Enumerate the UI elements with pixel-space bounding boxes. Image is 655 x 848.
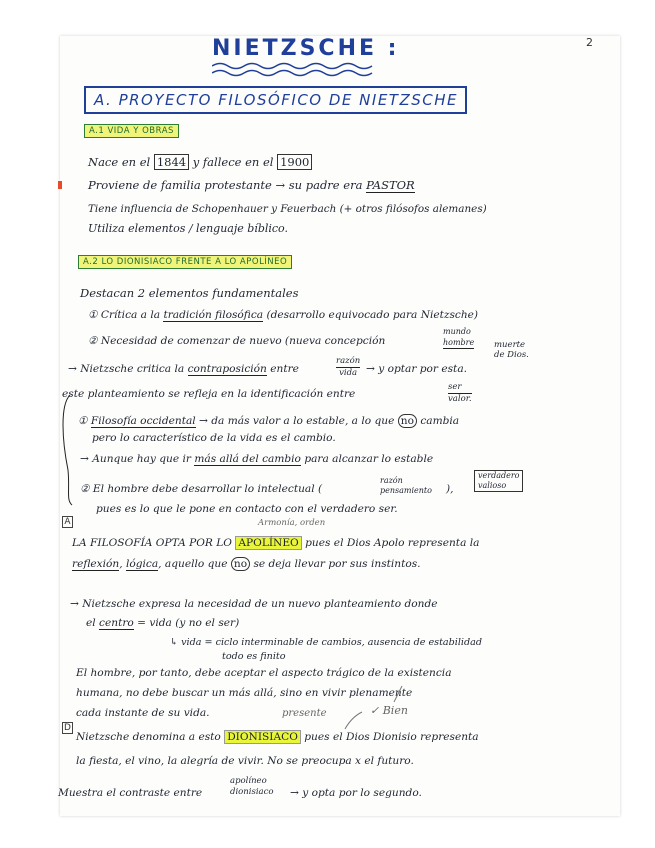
line-instante: cada instante de su vida. (76, 707, 210, 719)
year-born: 1844 (154, 154, 189, 170)
line-familia: Proviene de familia protestante → su padre era PASTOR (88, 178, 415, 192)
line-nace: Nace en el 1844 y fallece en el 1900 (88, 155, 312, 169)
bracket-razon-vida: razón vida (336, 356, 361, 378)
note-presente: presente (282, 708, 327, 719)
line-centro-vida: el centro = vida (y no el ser) (86, 617, 240, 629)
line-aunque: → Aunque hay que ir más allá del cambio para alcanzar lo estable (80, 453, 434, 465)
word-pastor: PASTOR (366, 178, 415, 192)
note-muerte-dios: muerte de Dios. (494, 340, 529, 360)
bracket-apolineo-dionisiaco: apolíneo dionisiaco (230, 776, 274, 797)
bracket-mundo-hombre: mundo hombre (443, 327, 475, 347)
line-cambio: pero lo característico de la vida es el cambio. (92, 432, 336, 444)
subheading-vida-obras: A.1 VIDA Y OBRAS (84, 124, 179, 138)
year-died: 1900 (277, 154, 312, 170)
highlight-dionisiaco: DIONISIACO (224, 730, 301, 744)
bracket-verdadero-valioso: verdadero valioso (474, 470, 523, 492)
margin-mark-a: A (62, 516, 73, 528)
line-fiesta: la fiesta, el vino, la alegría de vivir. No se preocupa x el futuro. (76, 755, 414, 767)
line-finito: todo es finito (222, 651, 286, 662)
line-reflexion: reflexión, lógica, aquello que no se deja llevar por sus instintos. (72, 558, 421, 570)
note-armonia: Armonía, orden (258, 518, 326, 528)
line-destacan: Destacan 2 elementos fundamentales (80, 286, 299, 300)
line-contraste: Muestra el contraste entre (58, 787, 203, 799)
margin-mark-d: D (62, 722, 73, 734)
line-influencia: Tiene influencia de Schopenhauer y Feuerbach (+ otros filósofos alemanes) (88, 203, 487, 215)
line-ciclo: ↳ vida = ciclo interminable de cambios, ausencia de estabilidad (170, 637, 482, 648)
line-mas-alla: humana, no debe buscar un más allá, sino en vivir plenamente (76, 687, 413, 699)
line-nuevo-planteamiento: → Nietzsche expresa la necesidad de un nuevo planteamiento donde (70, 598, 438, 610)
line-planteamiento: este planteamiento se refleja en la identificación entre (62, 388, 356, 400)
line-dionisiaco: Nietzsche denomina a esto DIONISIACO pues el Dios Dionisio representa (76, 731, 479, 743)
line-verdadero-ser: pues es lo que le pone en contacto con el verdadero ser. (96, 503, 398, 515)
page-title: NIETZSCHE : (212, 36, 400, 61)
line-contraposicion: → Nietzsche critica la contraposición entre (68, 363, 299, 375)
line-tragico: El hombre, por tanto, debe aceptar el aspecto trágico de la existencia (76, 667, 452, 679)
line-hombre-intelectual: ② El hombre debe desarrollar lo intelectual ( (80, 483, 323, 495)
subheading-dionisiaco-apolineo: A.2 LO DIONISIACO FRENTE A LO APOLÍNEO (78, 255, 292, 269)
note-bien: ✓ Bien (370, 704, 408, 717)
line-lenguaje: Utiliza elementos / lenguaje bíblico. (88, 222, 288, 235)
line-hombre-close: ), (446, 483, 454, 495)
line-opta-segundo: → y opta por lo segundo. (290, 787, 422, 799)
section-heading: A. PROYECTO FILOSÓFICO DE NIETZSCHE (94, 91, 458, 109)
bracket-razon-pensamiento: razón pensamiento (380, 476, 432, 495)
line-optar: → y optar por esta. (366, 363, 467, 375)
line-necesidad: ② Necesidad de comenzar de nuevo (nueva concepción (88, 335, 386, 347)
line-filosofia-occidental: ① Filosofía occidental → da más valor a lo estable, a lo que no cambia (78, 415, 460, 427)
page-number: 2 (586, 36, 593, 49)
line-critica: ① Crítica a la tradición filosófica (desarrollo equivocado para Nietzsche) (88, 309, 479, 321)
highlight-apolineo: APOLÍNEO (235, 536, 301, 550)
bracket-ser-valor: ser valor. (448, 382, 472, 404)
line-apolineo: LA FILOSOFÍA OPTA POR LO APOLÍNEO pues el Dios Apolo representa la (72, 537, 480, 549)
